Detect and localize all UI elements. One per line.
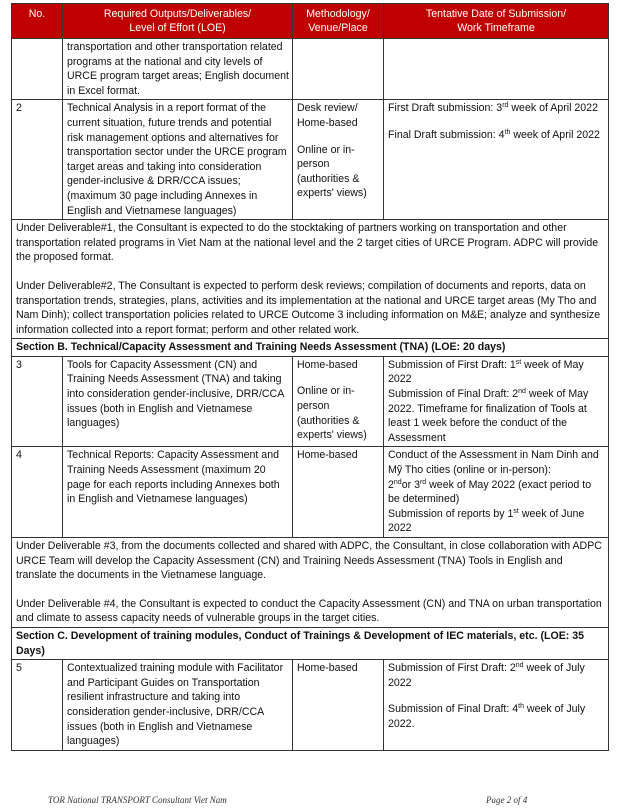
date-superscript: rd [419, 478, 427, 486]
deliverables-table [11, 3, 609, 751]
table-row [12, 100, 609, 220]
cell-no: 4 [12, 447, 63, 538]
date-text: Submission of Final Draft: 4 [388, 703, 519, 716]
table-row [12, 447, 609, 538]
header-no: No. [12, 4, 63, 39]
outputs-text: Technical Reports: Capacity Assessment and Training Needs Assessment [67, 449, 279, 477]
date-text: 2 [388, 478, 394, 491]
footer-document-title: TOR National TRANSPORT Consultant Viet Nam [48, 795, 227, 805]
date-text: week of May 2022. Timeframe for finalization of Tools at least 1 week before the conduct of the Assessment [388, 388, 589, 444]
header-methodology-text: Methodology/ Venue/Place [306, 8, 370, 34]
header-methodology [293, 4, 384, 39]
cell-no [12, 39, 63, 100]
section-row [12, 339, 609, 357]
date-superscript: th [518, 703, 524, 711]
date-text: week of May 2022 (exact period to be determined) [388, 478, 592, 506]
cell-outputs [63, 447, 293, 538]
header-date [384, 4, 609, 39]
deliverable-note: Under Deliverable #3, from the documents collected and shared with ADPC, the Consultant, in close collaboration with ADPC URCE Team will develop the Capacity Assessment (CN) and Training Needs Assessment (TNA) Tools in English and translate the documents in the Vietnamese language. [16, 540, 602, 582]
cell-no: 3 [12, 356, 63, 447]
cell-date [384, 447, 609, 538]
cell-method: Home-based [293, 660, 384, 751]
cell-date [384, 100, 609, 220]
cell-date [384, 39, 609, 100]
cell-outputs: Contextualized training module with Facilitator and Participant Guides on Transportation resilient infrastructure and taking into consideration gender-inclusive, DRR/CCA issues (both in English and Vietnamese languages) [63, 660, 293, 751]
date-text: Submission of First Draft: 1 [388, 358, 516, 371]
date-text: Submission of Final Draft: 2 [388, 388, 519, 401]
date-text: Submission of reports by 1 [388, 507, 514, 520]
date-text: or 3 [401, 478, 420, 491]
date-superscript: th [504, 128, 511, 136]
header-date-text: Tentative Date of Submission/ Work Timeframe [425, 8, 567, 34]
date-superscript: st [513, 507, 519, 515]
header-outputs [63, 4, 293, 39]
date-text: week of April 2022 [508, 102, 598, 115]
table-header-row [12, 4, 609, 39]
section-b-heading: Section B. Technical/Capacity Assessment and Training Needs Assessment (TNA) (LOE: 20 days) [12, 339, 609, 357]
method-text: Online or in-person (authorities & experts' views) [297, 385, 367, 442]
cell-method [293, 39, 384, 100]
notes-cell [12, 220, 609, 339]
date-superscript: nd [515, 662, 524, 670]
outputs-text: both in English and Vietnamese languages) [67, 478, 280, 506]
section-c-heading: Section C. Development of training modules, Conduct of Trainings & Development of IEC materials, etc. (LOE: 35 Days) [12, 627, 609, 659]
date-text: week of July 2022. [388, 703, 586, 730]
cell-method: Home-based [293, 447, 384, 538]
date-text: Conduct of the Assessment in Nam Dinh and Mỹ Tho cities (online or in-person): [388, 449, 599, 477]
deliverable-note: Under Deliverable#2, The Consultant is expected to perform desk reviews; compilation of documents and reports, data on transportation trends, strategies, plans, activities and its implementation at the national and URCE target areas (My Tho and Nam Dinh); collect transportation policies related to URCE Outcome 3 including information on M&E; analyze and synthesize information collected into a report format; perform and other related work. [16, 279, 601, 336]
date-text: First Draft submission: 3 [388, 102, 503, 115]
date-text: week of April 2022 [510, 128, 600, 141]
cell-method [293, 100, 384, 220]
cell-date [384, 660, 609, 751]
header-outputs-text: Required Outputs/Deliverables/ Level of Effort (LOE) [103, 8, 252, 34]
date-text: week of May 2022 [388, 358, 584, 386]
section-row [12, 627, 609, 659]
cell-method [293, 356, 384, 447]
date-text: week of July 2022 [388, 662, 585, 689]
footer-page-number: Page 2 of 4 [486, 795, 528, 805]
method-text: Online or in-person (authorities & experts' views) [297, 143, 367, 200]
date-superscript: rd [502, 102, 509, 110]
date-superscript: st [515, 358, 522, 366]
table-row [12, 39, 609, 100]
cell-outputs: Technical Analysis in a report format of the current situation, future trends and potential risk management options and alternatives for transportation sector under the URCE program target areas and taking into consideration gender-inclusive & DRR/CCA issues; (maximum 30 page including Annexes in English and Vietnamese languages) [63, 100, 293, 220]
date-text: Submission of First Draft: 2 [388, 662, 516, 675]
date-superscript: nd [518, 388, 526, 396]
table-row [12, 660, 609, 751]
cell-no: 2 [12, 100, 63, 220]
date-text: Final Draft submission: 4 [388, 128, 505, 141]
notes-row [12, 538, 609, 628]
deliverable-note: Under Deliverable#1, the Consultant is expected to do the stocktaking of partners working on transportation and other transportation related programs in Viet Nam at the national level and the 2 target cities of URCE Program. ADPC will provide the proposed format. [16, 222, 599, 264]
date-superscript: nd [393, 478, 402, 486]
notes-cell [12, 538, 609, 628]
method-text: Home-based [297, 358, 358, 371]
cell-outputs: transportation and other transportation related programs at the national and city levels of URCE program target areas; English document in Excel format. [63, 39, 293, 100]
cell-no: 5 [12, 660, 63, 751]
cell-outputs: Tools for Capacity Assessment (CN) and Training Needs Assessment (TNA) and taking into consideration gender-inclusive, DRR/CCA issues (both in English and Vietnamese languages) [63, 356, 293, 447]
table-row [12, 356, 609, 447]
deliverable-note: Under Deliverable #4, the Consultant is expected to conduct the Capacity Assessment (CN) and TNA on urban transportation and climate to assess capacity needs of vulnerable groups in the target cities. [16, 597, 602, 625]
outputs-text: (maximum 20 page for each reports including Annexes [67, 464, 266, 491]
cell-date [384, 356, 609, 447]
notes-row [12, 220, 609, 339]
date-text: week of June 2022 [388, 507, 585, 535]
method-text: Desk review/ Home-based [297, 102, 358, 129]
